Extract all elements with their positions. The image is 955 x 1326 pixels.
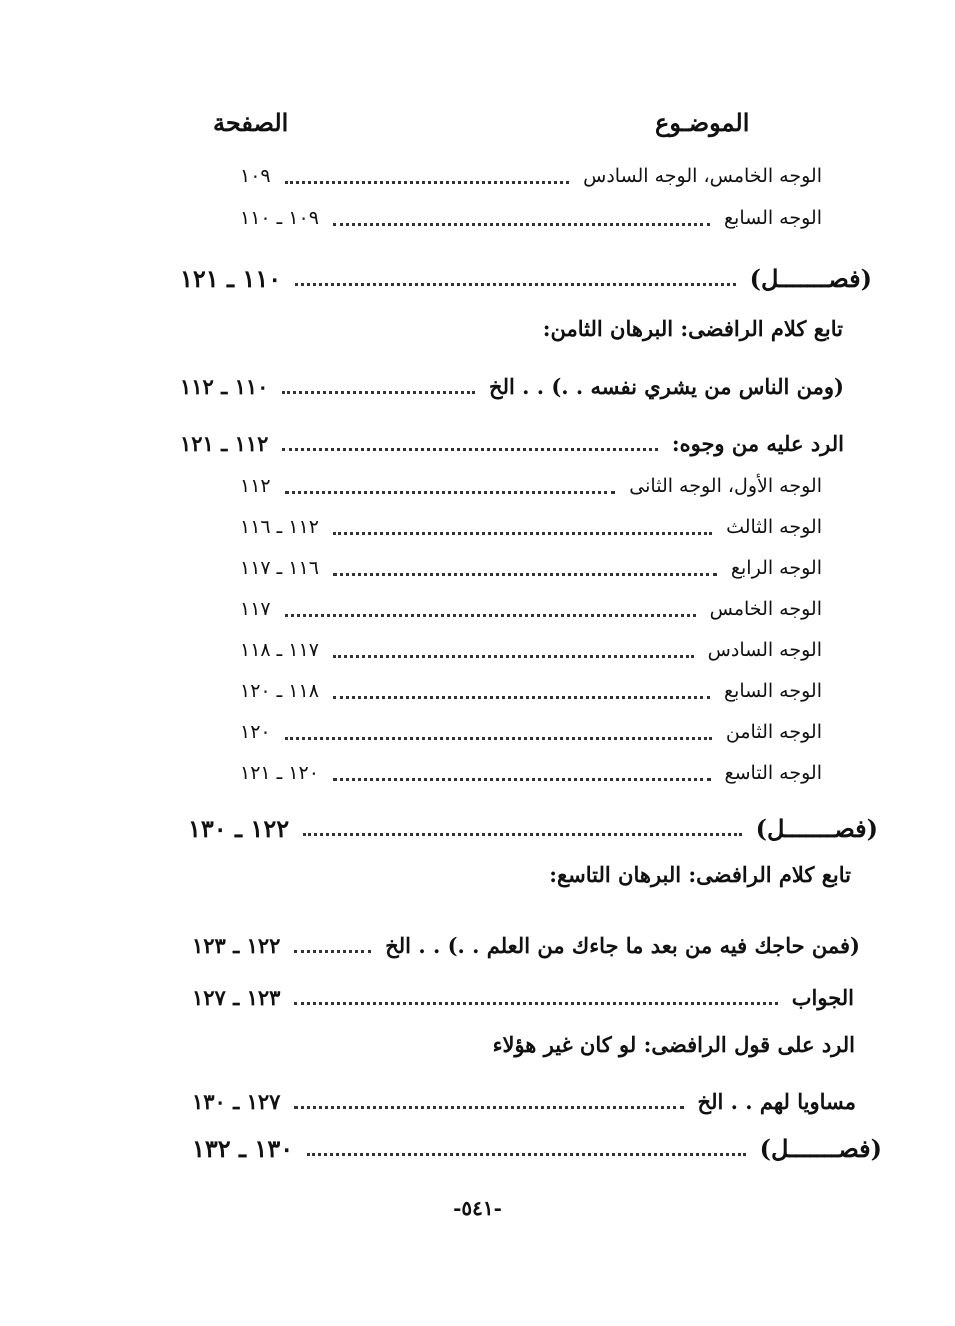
leader-dots [285, 614, 696, 617]
toc-entry [240, 507, 822, 547]
leader-dots [294, 950, 371, 953]
leader-dots [285, 737, 712, 740]
toc-entry [240, 198, 822, 238]
leader-dots [294, 1106, 683, 1109]
leader-dots [333, 655, 694, 658]
toc-entry-title: الرد عليه من وجوه: [671, 430, 844, 456]
toc-entry [240, 630, 822, 670]
section-title: (فصـــــــل) [749, 263, 872, 293]
section-page: ١٢٢ ـ ١٣٠ [188, 813, 290, 843]
toc-section-entry [180, 258, 872, 298]
toc-entry-page: ١١٧ [240, 598, 271, 620]
toc-entry [180, 366, 844, 406]
subheading: تابع كلام الرافضى: البرهان التاسع: [549, 862, 851, 887]
toc-entry [240, 156, 822, 196]
toc-entry-title: الوجه الأول، الوجه الثانى [629, 475, 822, 497]
leader-dots [295, 283, 736, 286]
leader-dots [285, 491, 616, 494]
toc-section-entry [188, 808, 878, 848]
toc-entry [180, 423, 844, 463]
page-number: -٥٤١- [453, 1196, 502, 1220]
toc-entry [240, 753, 822, 793]
toc-entry-title: الوجه التاسع [724, 762, 822, 784]
toc-entry [240, 712, 822, 752]
leader-dots [333, 696, 710, 699]
toc-entry [192, 925, 860, 965]
leader-dots [294, 1002, 777, 1005]
section-title: (فصـــــــل) [755, 813, 878, 843]
toc-entry-title: الوجه الخامس [709, 598, 822, 620]
section-page: ١١٠ ـ ١٢١ [180, 263, 282, 293]
toc-entry-title: (ومن الناس من يشري نفسه . .) . . الخ [489, 373, 844, 399]
toc-entry-title: الوجه السابع [723, 207, 822, 229]
toc-entry-page: ١١٢ ـ ١٢١ [180, 430, 269, 456]
toc-entry [240, 589, 822, 629]
subheading: تابع كلام الرافضى: البرهان الثامن: [542, 316, 843, 341]
leader-dots [333, 532, 712, 535]
section-page: ١٣٠ ـ ١٣٢ [192, 1133, 294, 1163]
toc-entry-page: ١١٢ [240, 475, 271, 497]
leader-dots [303, 833, 742, 836]
toc-entry-page: ١١٠ ـ ١١٢ [180, 373, 269, 399]
toc-entry [192, 977, 854, 1017]
toc-entry-title: الوجه الخامس، الوجه السادس [583, 165, 822, 187]
toc-entry-title: الوجه السابع [723, 680, 822, 702]
toc-entry-page: ١٠٩ ـ ١١٠ [240, 207, 319, 229]
toc-entry-page: ١١٨ ـ ١٢٠ [240, 680, 319, 702]
toc-entry-page: ١٢٧ ـ ١٣٠ [192, 1088, 281, 1114]
toc-entry-page: ١٢٢ ـ ١٢٣ [192, 932, 281, 958]
toc-entry-page: ١١٧ ـ ١١٨ [240, 639, 319, 661]
leader-dots [285, 181, 570, 184]
toc-entry-page: ١١٢ ـ ١١٦ [240, 516, 319, 538]
section-title: (فصـــــــل) [759, 1133, 882, 1163]
subheading: الرد على قول الرافضى: لو كان غير هؤلاء [492, 1032, 855, 1057]
toc-entry-title: الوجه الثالث [726, 516, 822, 538]
toc-entry [240, 671, 822, 711]
leader-dots [307, 1153, 746, 1156]
toc-entry-title: (فمن حاجك فيه من بعد ما جاءك من العلم . .) . . الخ [385, 932, 860, 958]
toc-entry-title: الوجه الثامن [725, 721, 822, 743]
toc-entry-page: ١٢٠ ـ ١٢١ [240, 762, 319, 784]
toc-entry-title: الوجه السادس [707, 639, 822, 661]
toc-entry-title: الجواب [791, 984, 854, 1010]
leader-dots [282, 391, 475, 394]
leader-dots [333, 223, 710, 226]
toc-entry-title: مساويا لهم . . الخ [697, 1088, 856, 1114]
toc-entry [240, 466, 822, 506]
toc-entry [192, 1081, 856, 1121]
toc-entry-page: ١٠٩ [240, 165, 271, 187]
leader-dots [282, 448, 657, 451]
page-column-header: الصفحة [213, 108, 289, 137]
leader-dots [333, 778, 711, 781]
toc-entry [240, 548, 822, 588]
toc-section-entry [192, 1128, 882, 1168]
topic-column-header: الموضـوع [655, 108, 750, 137]
toc-entry-page: ١٢٠ [240, 721, 271, 743]
toc-entry-title: الوجه الرابع [730, 557, 822, 579]
leader-dots [333, 573, 717, 576]
toc-entry-page: ١١٦ ـ ١١٧ [240, 557, 319, 579]
toc-entry-page: ١٢٣ ـ ١٢٧ [192, 984, 281, 1010]
